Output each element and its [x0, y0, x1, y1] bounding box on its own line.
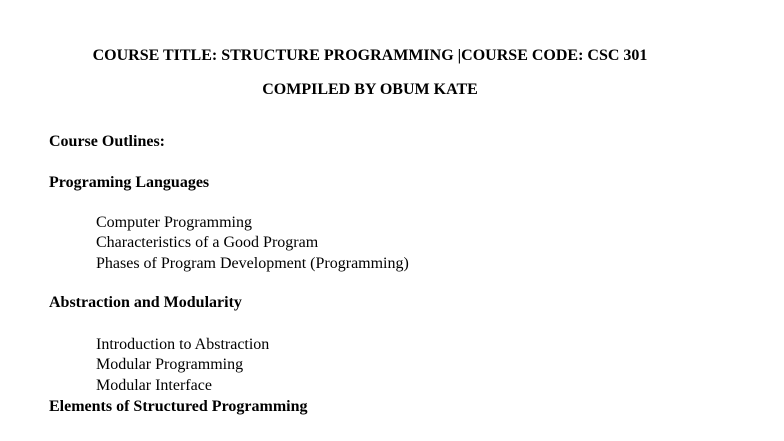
outline-item: Introduction to Abstraction: [96, 336, 270, 353]
section-title-programing-languages: Programing Languages: [49, 174, 210, 191]
outline-item: Modular Interface: [96, 377, 212, 394]
compiled-by-heading: COMPILED BY OBUM KATE: [262, 81, 478, 98]
course-title-heading: COURSE TITLE: STRUCTURE PROGRAMMING |COURSE CODE: CSC 301: [92, 47, 648, 64]
section-title-elements-of-structured-programming: Elements of Structured Programming: [49, 398, 308, 415]
section-title-abstraction-and-modularity: Abstraction and Modularity: [49, 294, 242, 311]
course-outlines-label: Course Outlines:: [49, 133, 165, 150]
outline-item: Characteristics of a Good Program: [96, 234, 319, 251]
outline-item: Phases of Program Development (Programming): [96, 255, 409, 272]
outline-item: Modular Programming: [96, 356, 244, 373]
outline-item: Computer Programming: [96, 214, 252, 231]
